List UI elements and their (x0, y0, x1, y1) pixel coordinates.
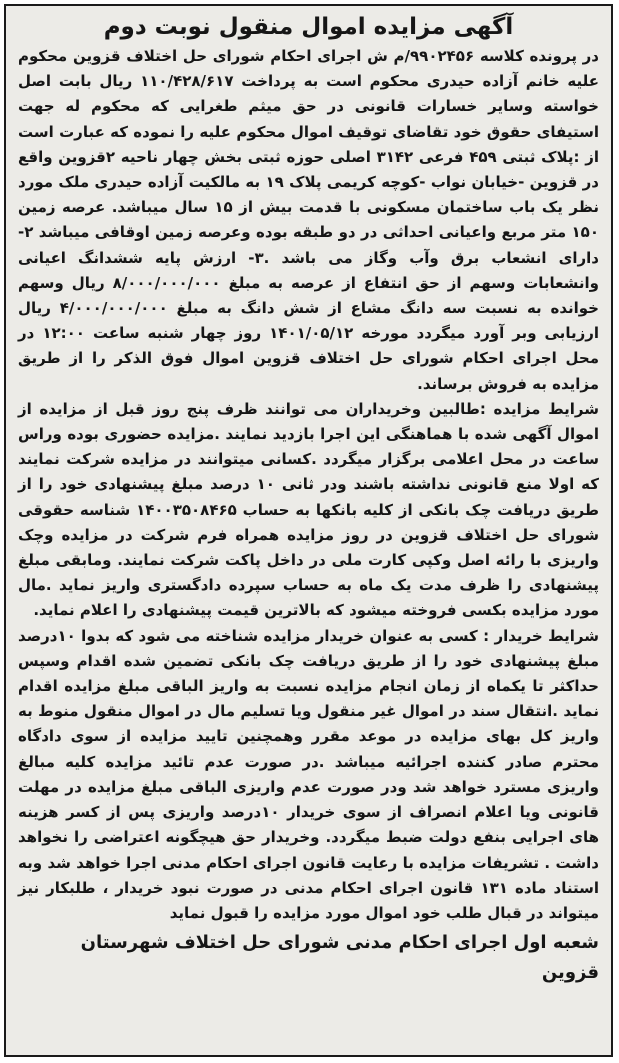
notice-clipping (4, 4, 613, 1057)
notice-title: آگهی مزایده اموال منقول نوبت دوم (103, 14, 514, 40)
buyer-conditions-paragraph: شرایط خریدار : کسی به عنوان خریدار مزایده شناخته می شود که بدوا ۱۰درصد مبلغ پیشنهادی خود را از طریق دریافت چک بانکی تضمین شده اقدام وسپس حداکثر تا یکماه از زمان انجام مزایده نسبت به واریز الباقی مبلغ مزایده اقدام نماید .انتقال سند در اموال غیر منقول ویا تسلیم مال در اموال منقول منوط به واریز کل بهای مزایده در موعد مقرر وهمچنین تایید مزایده از سوی دادگاه محترم صادر کننده اجرائیه میباشد .در صورت عدم تائید مزایده کلیه مبالغ واریزی مسترد خواهد شد ودر صورت عدم واریزی الباقی مبلغ مزایده در مهلت قانونی ویا اعلام انصراف از سوی خریدار ۱۰درصد واریزی پس از کسر هزینه های اجرایی بنفع دولت ضبط میگردد. وخریدار حق هیچگونه اعتراضی را نخواهد داشت . تشریفات مزایده با رعایت قانون اجرای احکام مدنی اجرا خواهد شد وبه استناد ماده ۱۳۱ قانون اجرای احکام مدنی در صورت نبود خریدار ، طلبکار نیز میتواند در قبال طلب خود اموال مورد مزایده را قبول نماید (18, 626, 599, 922)
notice-body-paragraph: در پرونده کلاسه ۹۹۰۲۴۵۶/م ش اجرای احکام شورای حل اختلاف قزوین محکوم علیه خانم آزاده حیدری محکوم است به پرداخت ۱۱۰/۴۲۸/۶۱۷ ریال بابت اصل خواسته وسایر خسارات قانونی در حق میثم طغرایی که محکوم له جهت استیفای حقوق خود تقاضای توقیف اموال محکوم علیه را نموده که عبارت است از :پلاک ثبتی ۴۵۹ فرعی ۳۱۴۲ اصلی حوزه ثبتی بخش چهار ناحیه ۲قزوین واقع در قزوین -خیابان نواب -کوچه کریمی پلاک ۱۹ به مالکیت آزاده حیدری ملک مورد نظر یک باب ساختمان مسکونی با قدمت بیش از ۱۵ سال میباشد. عرصه زمین ۱۵۰ متر مربع واعیانی احداثی در دو طبقه بوده وعرصه زمین اوقافی میباشد ۲- دارای انشعاب برق وآب وگاز می باشد .۳- ارزش پایه ششدانگ اعیانی وانشعابات وسهم از حق انتفاع از عرصه به مبلغ ۸/۰۰۰/۰۰۰/۰۰۰ ریال وسهم خوانده به نسبت سه دانگ مشاع از شش دانگ به مبلغ ۴/۰۰۰/۰۰۰/۰۰۰ ریال ارزیابی وبر آورد میگردد مورخه ۱۴۰۱/۰۵/۱۲ روز چهار شنبه ساعت ۱۲:۰۰ در محل اجرای احکام شورای حل اختلاف قزوین اموال فوق الذکر را از طریق مزایده به فروش برساند. (18, 47, 600, 393)
auction-conditions-paragraph: شرایط مزایده :طالبین وخریداران می توانند ظرف پنج روز قبل از مزایده از اموال آگهی شده با هماهنگی این اجرا بازدید نمایند .مزایده حضوری بوده وراس ساعت در محل اعلامی برگزار میگردد .کسانی میتوانند در مزایده شرکت نمایند که اولا منع قانونی نداشته باشند ودر ثانی ۱۰ درصد مبلغ پیشنهادی خود را از طریق دریافت چک بانکی از کلیه بانکها به حساب ۱۴۰۰۳۵۰۸۴۶۵ شناسه حقوقی شورای حل اختلاف قزوین در روز مزایده همراه فرم شرکت در مزایده وچک واریزی با رائه اصل وکپی کارت ملی در داخل پاکت شرکت نمایند. ومابقی مبلغ پیشنهادی را ظرف مدت یک ماه به حساب سپرده دادگستری واریز نماید .مال مورد مزایده بکسی فروخته میشود که بالاترین قیمت پیشنهادی را اعلام نماید. (18, 399, 599, 620)
issuing-office-signature: شعبه اول اجرای احکام مدنی شورای حل اختلاف شهرستان قزوین (80, 932, 599, 984)
